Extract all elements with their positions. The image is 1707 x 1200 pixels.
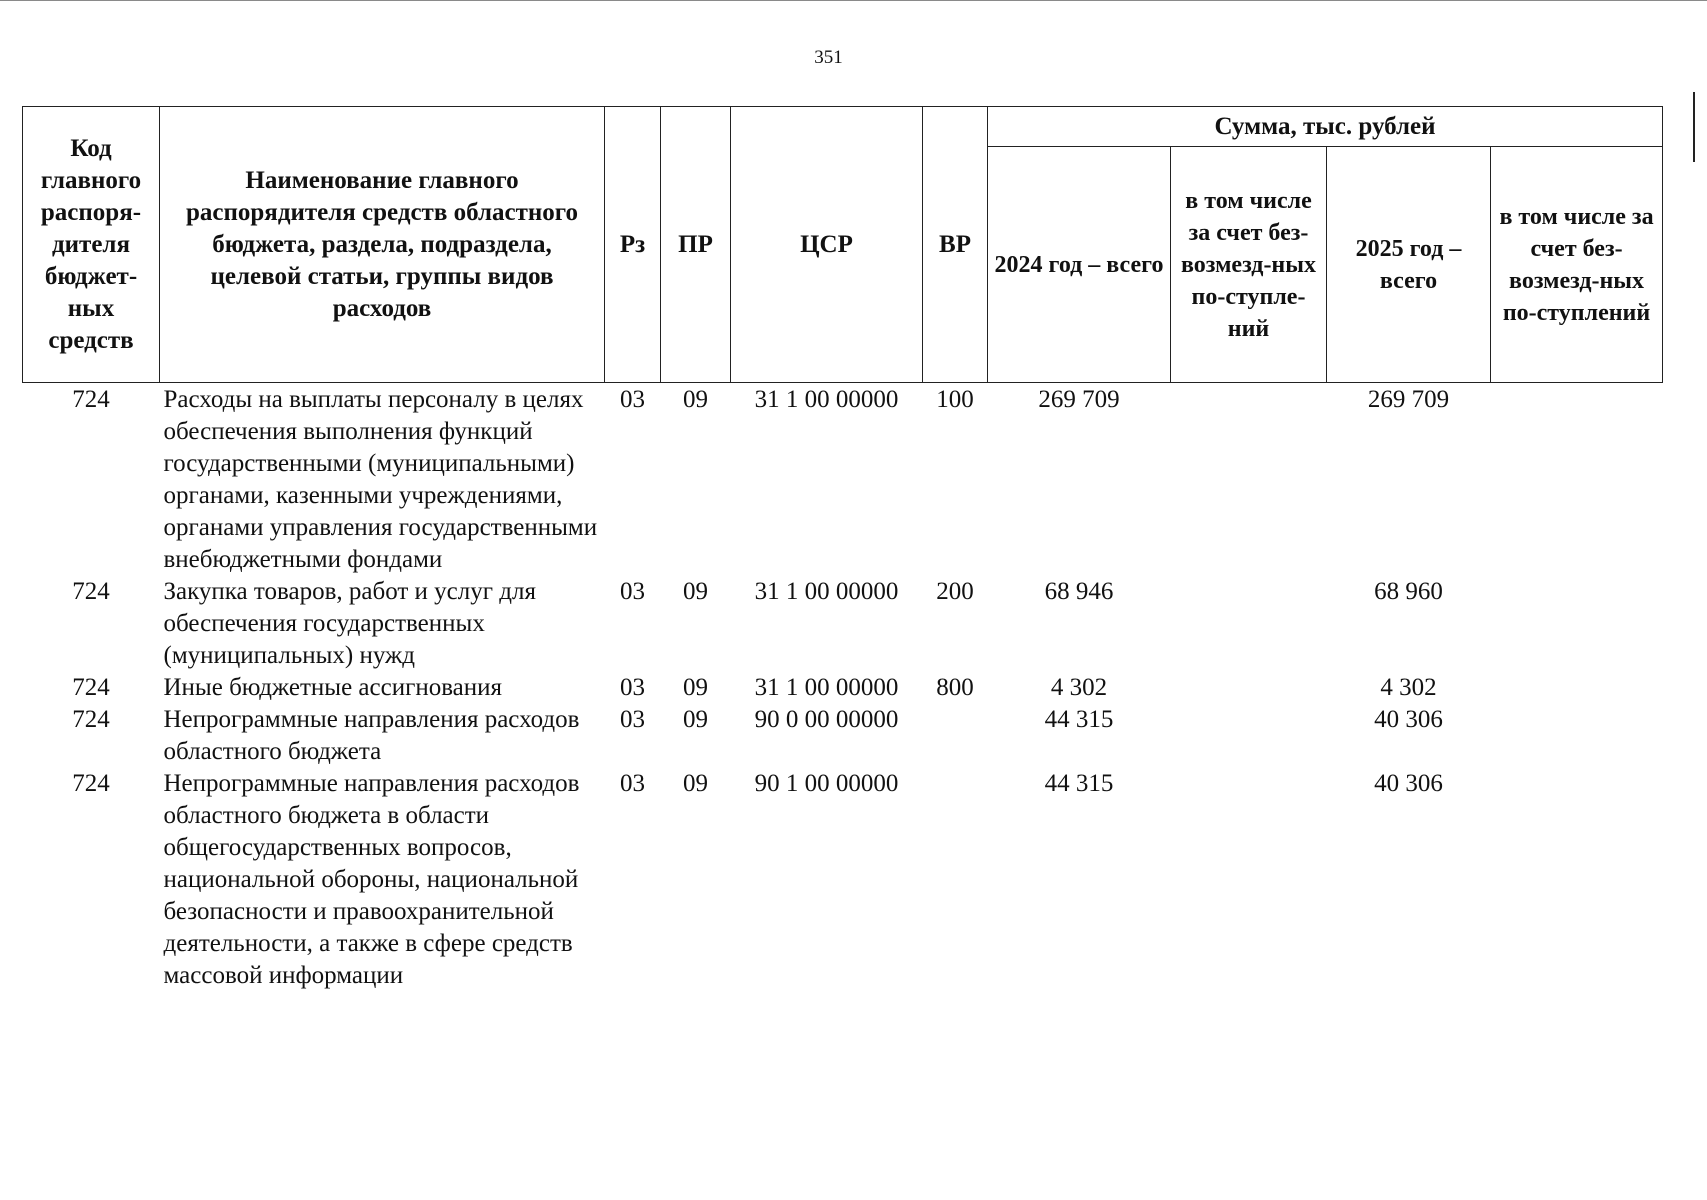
header-sum-group: Сумма, тыс. рублей <box>988 107 1663 147</box>
cell-rz: 03 <box>620 674 645 701</box>
cell-2025-total: 40 306 <box>1374 770 1443 797</box>
header-2025-total: 2025 год – всего <box>1327 147 1491 383</box>
cell-2024-grants <box>1171 704 1327 768</box>
cell-csr: 31 1 00 00000 <box>754 578 899 605</box>
cell-2024-grants <box>1171 383 1327 577</box>
cell-2025-total: 40 306 <box>1374 706 1443 733</box>
cell-name: Непрограммные направления расходов областного бюджета в области общегосударственных вопросов, национальной обороны, национальной безопасности и правоохранительной деятельности, а также в сфере средств массовой информации <box>163 770 580 989</box>
cell-pr: 09 <box>683 386 708 413</box>
table-row <box>23 672 1663 704</box>
table-header <box>23 107 1663 383</box>
header-csr: ЦСР <box>731 107 923 383</box>
cell-code: 724 <box>72 770 110 797</box>
cell-csr: 90 0 00 00000 <box>754 706 899 733</box>
cell-csr: 31 1 00 00000 <box>754 674 899 701</box>
cell-name: Непрограммные направления расходов областного бюджета <box>163 706 580 765</box>
cell-pr: 09 <box>683 578 708 605</box>
cell-pr: 09 <box>683 674 708 701</box>
cell-pr: 09 <box>683 706 708 733</box>
table-row <box>23 383 1663 577</box>
cell-code: 724 <box>72 706 110 733</box>
cell-pr: 09 <box>683 770 708 797</box>
header-name: Наименование главного распорядителя средств областного бюджета, раздела, подраздела, целевой статьи, группы видов расходов <box>160 107 605 383</box>
header-pr: ПР <box>661 107 731 383</box>
table-body <box>23 383 1663 993</box>
budget-table <box>22 106 1663 992</box>
cell-vr <box>923 768 988 992</box>
header-2025-grants: в том числе за счет без-возмезд-ных по-ступлений <box>1491 147 1663 383</box>
cell-vr: 200 <box>936 578 974 605</box>
header-code: Код главного распоря-дителя бюджет-ных средств <box>23 107 160 383</box>
cell-2024-total: 44 315 <box>1044 706 1114 733</box>
cell-2025-grants <box>1491 672 1663 704</box>
cell-name: Расходы на выплаты персоналу в целях обеспечения выполнения функций государственными (муниципальными) органами, казенными учреждениями, органами управления государственными внебюджетными фондами <box>163 386 598 573</box>
cell-rz: 03 <box>620 706 645 733</box>
cell-code: 724 <box>72 674 110 701</box>
header-2024-grants: в том числе за счет без-возмезд-ных по-ступле-ний <box>1171 147 1327 383</box>
cell-vr: 100 <box>936 386 974 413</box>
page-number: 351 <box>814 47 843 68</box>
cell-2025-grants <box>1491 768 1663 992</box>
cell-2025-grants <box>1491 383 1663 577</box>
top-rule <box>0 0 1707 4</box>
cell-code: 724 <box>72 578 110 605</box>
cell-vr <box>923 704 988 768</box>
cell-2024-total: 4 302 <box>1050 674 1108 701</box>
cell-vr: 800 <box>936 674 974 701</box>
cell-2024-total: 269 709 <box>1038 386 1120 413</box>
cell-2024-grants <box>1171 768 1327 992</box>
header-rz: Рз <box>605 107 661 383</box>
cell-2025-grants <box>1491 704 1663 768</box>
cell-2024-grants <box>1171 672 1327 704</box>
cell-2024-grants <box>1171 576 1327 672</box>
cell-name: Закупка товаров, работ и услуг для обеспечения государственных (муниципальных) нужд <box>163 578 536 669</box>
cell-2024-total: 68 946 <box>1044 578 1114 605</box>
cell-rz: 03 <box>620 386 645 413</box>
cell-rz: 03 <box>620 578 645 605</box>
cell-2024-total: 44 315 <box>1044 770 1114 797</box>
header-2024-total: 2024 год – всего <box>988 147 1171 383</box>
cell-2025-total: 68 960 <box>1374 578 1443 605</box>
table-row <box>23 768 1663 992</box>
cell-csr: 31 1 00 00000 <box>754 386 899 413</box>
table-row <box>23 704 1663 768</box>
cell-2025-total: 269 709 <box>1367 386 1450 413</box>
cell-code: 724 <box>72 386 110 413</box>
cell-2025-total: 4 302 <box>1380 674 1437 701</box>
header-vr: ВР <box>923 107 988 383</box>
cell-csr: 90 1 00 00000 <box>754 770 899 797</box>
margin-mark <box>1693 92 1695 162</box>
cell-rz: 03 <box>620 770 645 797</box>
cell-name: Иные бюджетные ассигнования <box>163 674 503 701</box>
table-row <box>23 576 1663 672</box>
cell-2025-grants <box>1491 576 1663 672</box>
